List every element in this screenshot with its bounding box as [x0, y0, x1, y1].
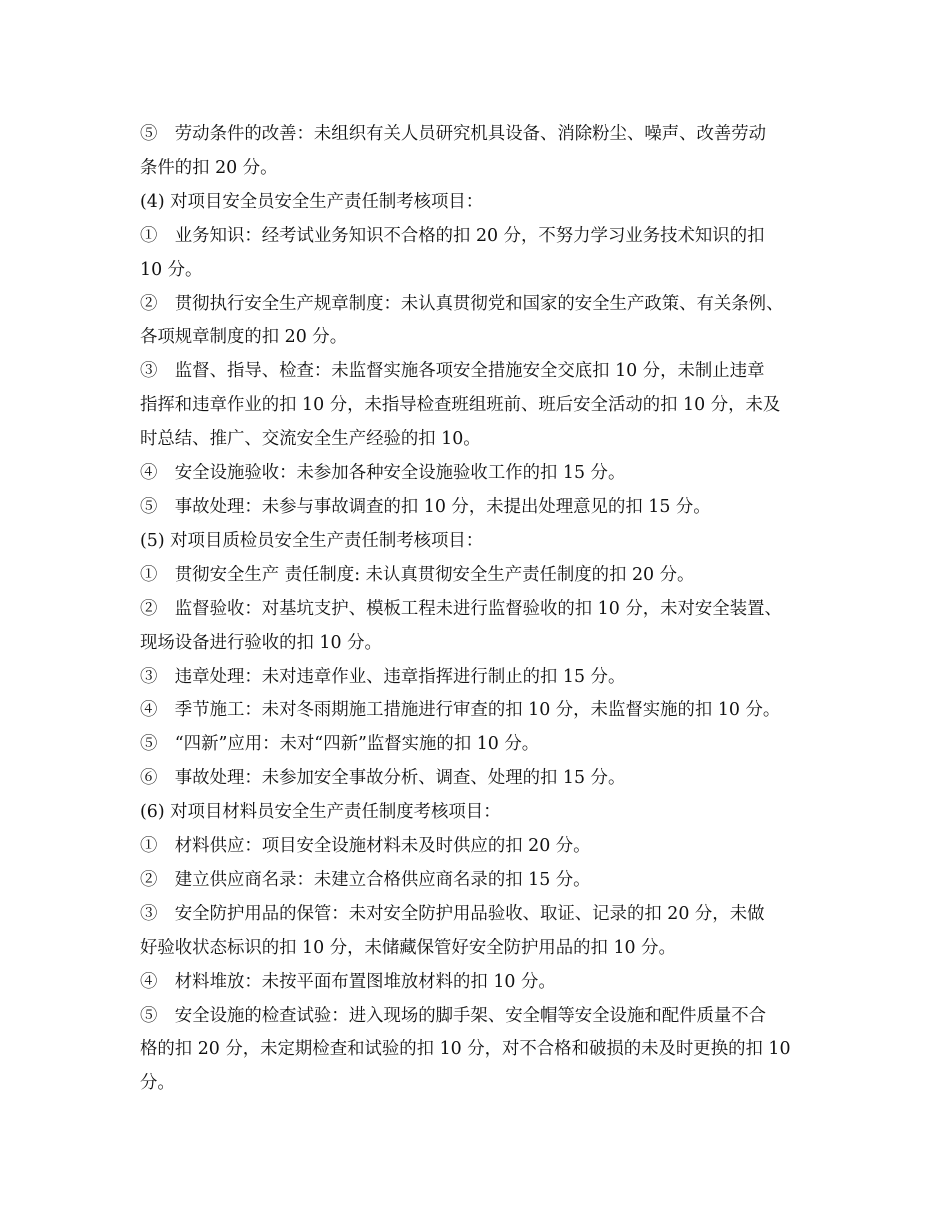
- text-line: 时总结、推广、交流安全生产经验的扣 10。: [140, 429, 481, 450]
- text-line: ⑤ “四新”应用：未对“四新”监督实施的扣 10 分。: [140, 734, 540, 755]
- text-line: 现场设备进行验收的扣 10 分。: [140, 632, 382, 653]
- text-line: 分。: [140, 1073, 175, 1094]
- text-line: 好验收状态标识的扣 10 分，未储藏保管好安全防护用品的扣 10 分。: [140, 937, 676, 958]
- text-line: ② 监督验收：对基坑支护、模板工程未进行监督验收的扣 10 分，未对安全装置、: [140, 598, 782, 619]
- text-line: 各项规章制度的扣 20 分。: [140, 327, 348, 348]
- text-line: ③ 安全防护用品的保管：未对安全防护用品验收、取证、记录的扣 20 分，未做: [140, 903, 765, 924]
- text-line: ② 贯彻执行安全生产规章制度：未认真贯彻党和国家的安全生产政策、有关条例、: [140, 293, 784, 314]
- text-line: ④ 安全设施验收：未参加各种安全设施验收工作的扣 15 分。: [140, 463, 626, 484]
- text-line: ② 建立供应商名录：未建立合格供应商名录的扣 15 分。: [140, 869, 591, 890]
- text-line: ⑤ 劳动条件的改善：未组织有关人员研究机具设备、消除粉尘、噪声、改善劳动: [140, 124, 767, 144]
- text-line: ④ 季节施工：未对冬雨期施工措施进行审查的扣 10 分，未监督实施的扣 10 分。: [140, 700, 781, 721]
- text-line: ⑥ 事故处理：未参加安全事故分析、调查、处理的扣 15 分。: [140, 768, 626, 789]
- text-line: ① 材料供应：项目安全设施材料未及时供应的扣 20 分。: [140, 836, 591, 857]
- text-line: 指挥和违章作业的扣 10 分，未指导检查班组班前、班后安全活动的扣 10 分，未及: [140, 395, 781, 416]
- text-line: 条件的扣 20 分。: [140, 157, 278, 178]
- text-line: ⑤ 事故处理：未参与事故调查的扣 10 分，未提出处理意见的扣 15 分。: [140, 496, 711, 517]
- text-line: ① 业务知识：经考试业务知识不合格的扣 20 分，不努力学习业务技术知识的扣: [140, 225, 765, 246]
- document-page: [140, 118, 830, 1101]
- section-heading: (4) 对项目安全员安全生产责任制考核项目：: [140, 191, 484, 212]
- text-line: ④ 材料堆放：未按平面布置图堆放材料的扣 10 分。: [140, 971, 556, 992]
- text-line: ③ 监督、指导、检查：未监督实施各项安全措施安全交底扣 10 分，未制止违章: [140, 361, 765, 382]
- section-heading: (5) 对项目质检员安全生产责任制考核项目：: [140, 530, 484, 551]
- text-line: 10 分。: [140, 259, 203, 280]
- text-line: ③ 违章处理：未对违章作业、违章指挥进行制止的扣 15 分。: [140, 666, 626, 687]
- text-line: ⑤ 安全设施的检查试验：进入现场的脚手架、安全帽等安全设施和配件质量不合: [140, 1005, 767, 1026]
- section-heading: (6) 对项目材料员安全生产责任制度考核项目：: [140, 802, 501, 823]
- text-line: 格的扣 20 分，未定期检查和试验的扣 10 分，对不合格和破损的未及时更换的扣 10: [140, 1039, 791, 1060]
- text-line: ① 贯彻安全生产 责任制度: 未认真贯彻安全生产责任制度的扣 20 分。: [140, 564, 695, 585]
